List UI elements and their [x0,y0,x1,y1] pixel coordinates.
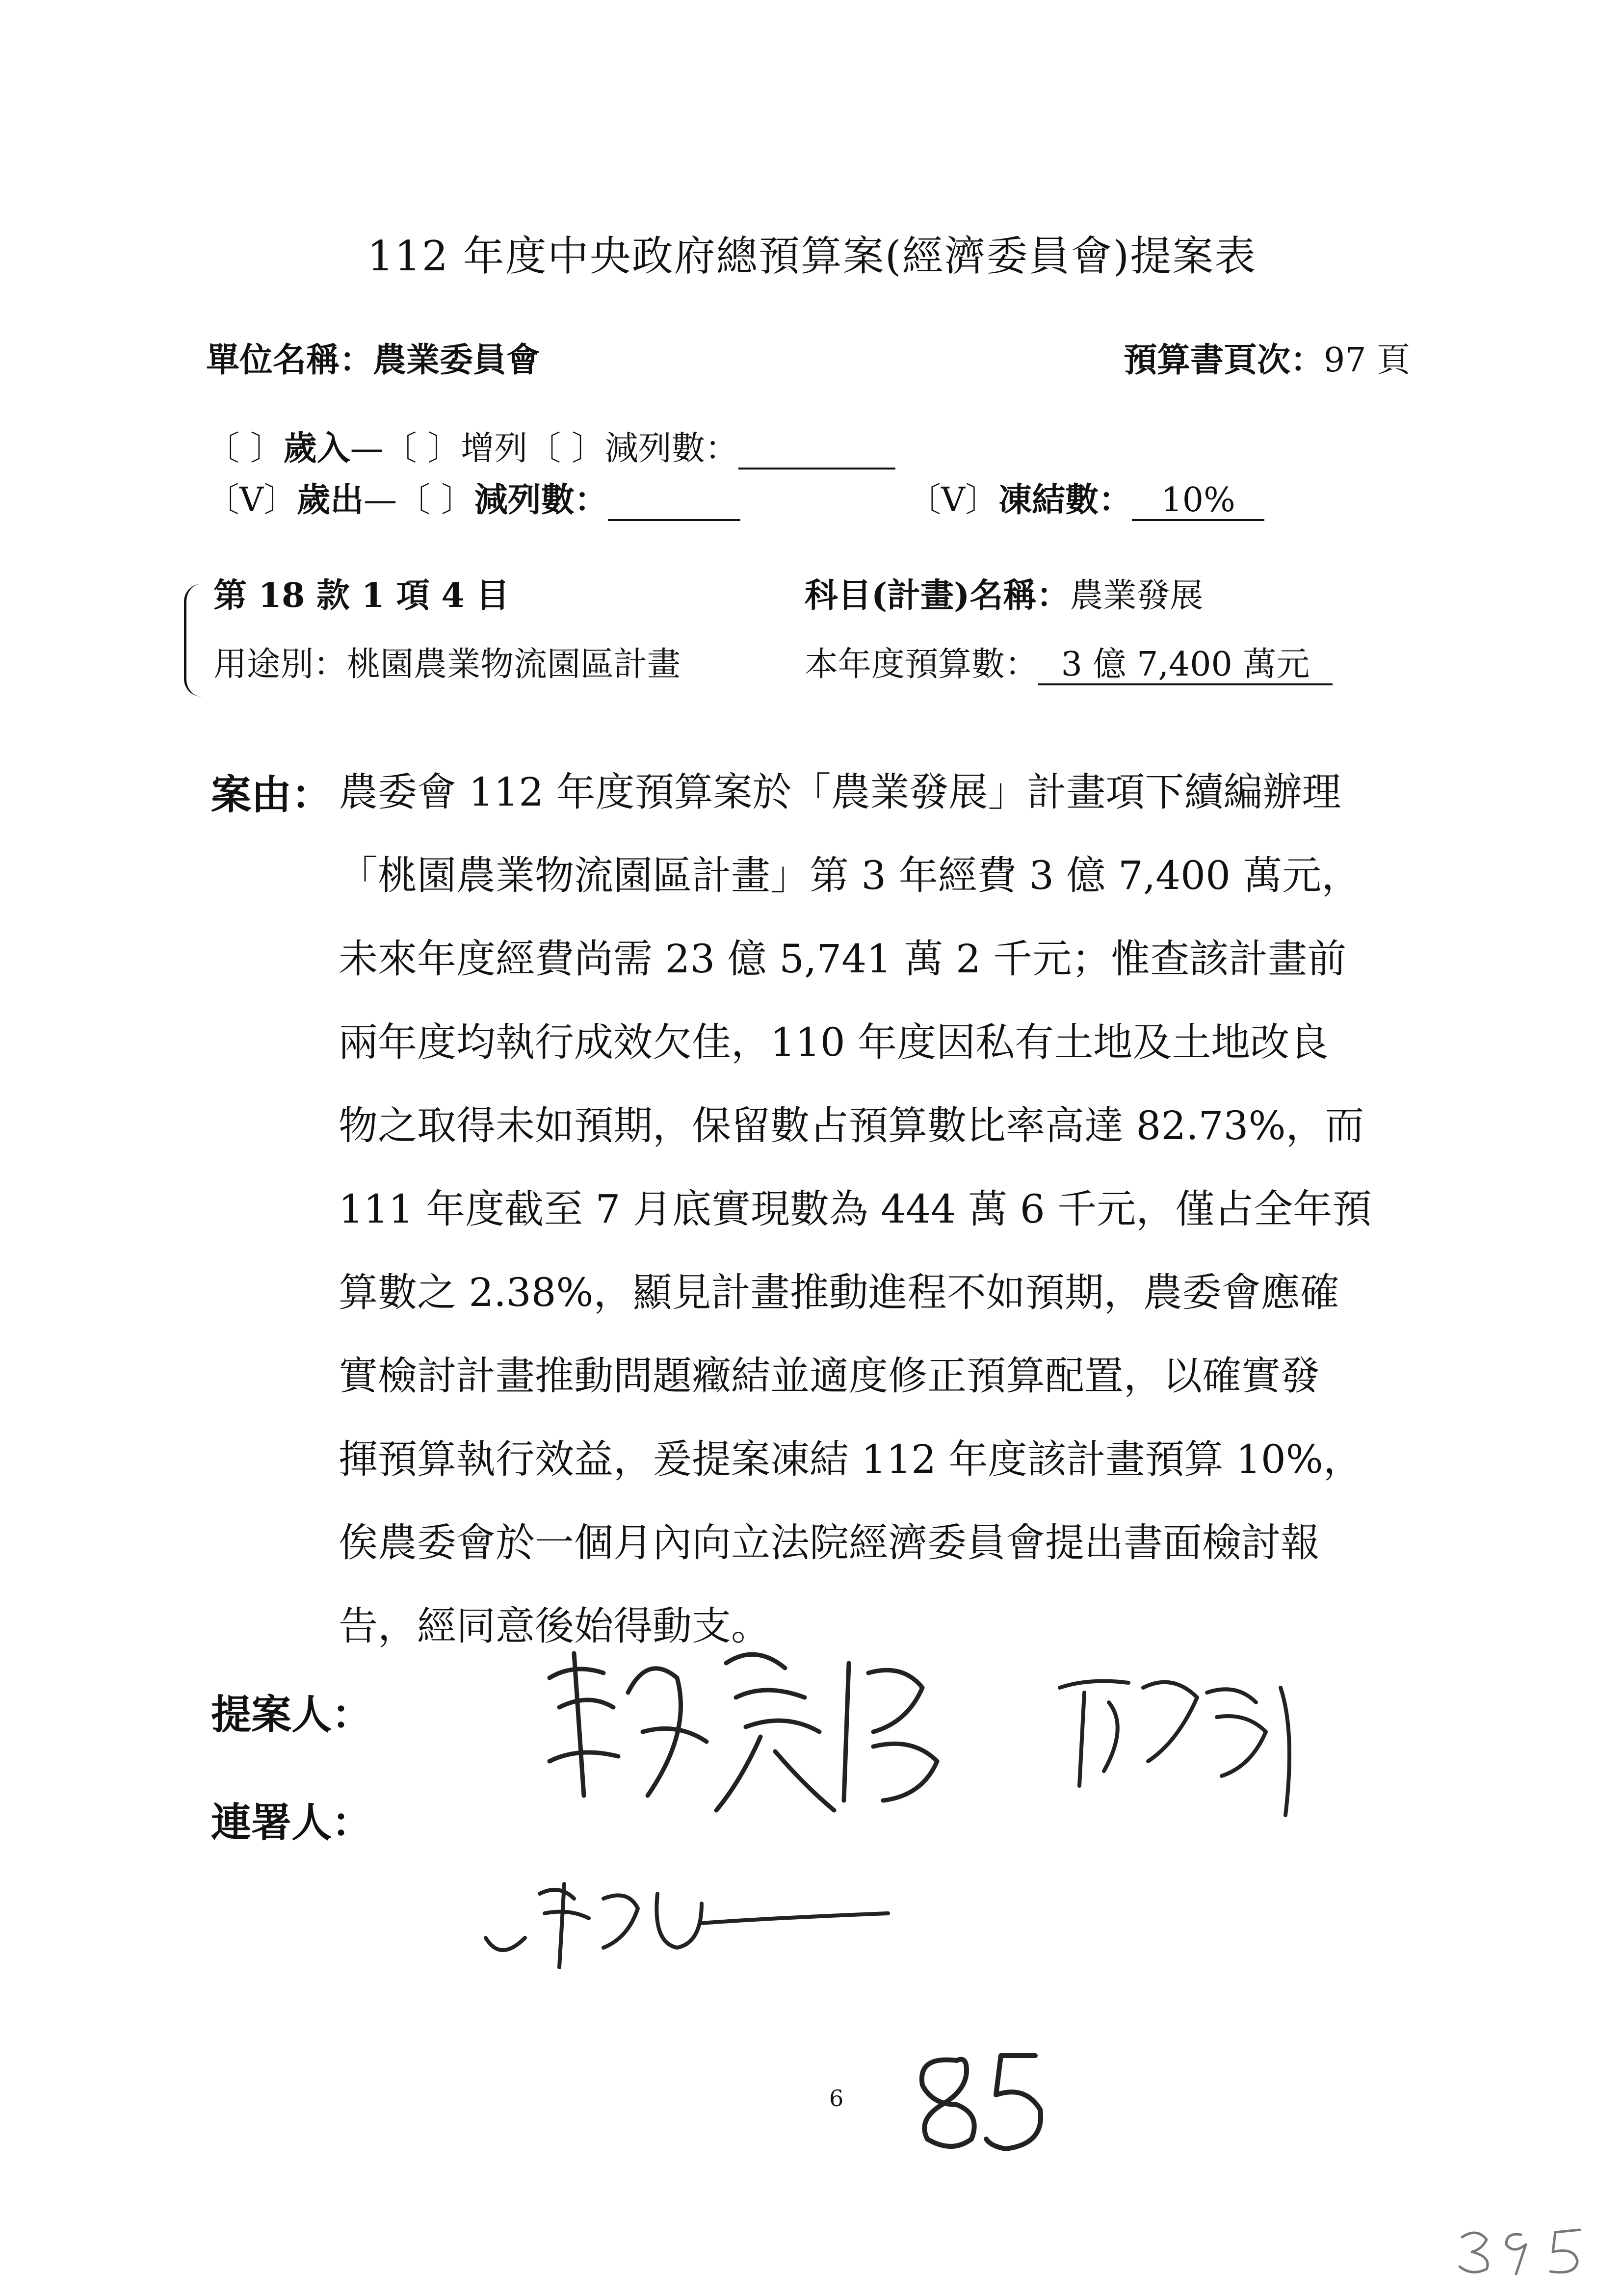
page-ref-label: 預算書頁次： [1124,340,1324,380]
usage-row [213,638,681,685]
revenue-cut-blank [738,431,895,470]
reason-line: 揮預算執行效益，爰提案凍結 112 年度該計畫預算 10%， [339,1436,1362,1482]
handwritten-number [898,2046,1060,2159]
freeze-label: 凍結數： [998,480,1132,520]
freeze-row [908,473,1264,521]
page-number: 6 [829,2085,844,2112]
dash: — [350,429,384,468]
unit-value: 農業委員會 [373,340,540,380]
cosigner-label: 連署人： [211,1799,372,1846]
reason-line: 告，經同意後始得動支。 [339,1603,770,1649]
cut-checkbox: 〔 〕 [527,429,605,468]
signature-cosigner-2 [471,1864,913,1982]
item-code [213,569,509,617]
page-ref-row [1124,334,1410,381]
reason-line: 「桃園農業物流園區計畫」第 3 年經費 3 億 7,400 萬元， [339,853,1361,898]
expenditure-checkbox: 〔V〕 [206,481,297,520]
page-ref-value: 97 頁 [1324,341,1411,380]
subject-row [805,569,1203,617]
reason-line: 兩年度均執行成效欠佳，110 年度因私有土地及土地改良 [339,1019,1329,1065]
revenue-checkbox: 〔 〕 [206,429,284,468]
reason-line: 俟農委會於一個月內向立法院經濟委員會提出書面檢討報 [339,1520,1320,1565]
add-checkbox: 〔 〕 [383,429,461,468]
page-title: 112 年度中央政府總預算案(經濟委員會)提案表 [367,232,1257,280]
revenue-row [206,422,895,470]
expenditure-cut-blank [608,482,740,521]
budget-row [805,638,1333,685]
subject-value: 農業發展 [1070,576,1204,615]
unit-label: 單位名稱： [206,340,373,380]
usage-value: 桃園農業物流園區計畫 [347,645,681,684]
reason-label: 案由： [211,771,332,818]
budget-label: 本年度預算數： [805,645,1039,684]
usage-label: 用途別： [213,645,347,684]
unit-row [206,334,540,381]
item-code-text: 第 18 款 1 項 4 目 [213,576,510,615]
signature-cosigner-1 [1050,1658,1325,1835]
reason-line: 111 年度截至 7 月底實現數為 444 萬 6 千元，僅占全年預 [339,1186,1372,1232]
freeze-checkbox: 〔V〕 [908,481,999,520]
reason-line: 未來年度經費尚需 23 億 5,741 萬 2 千元；惟查該計畫前 [339,936,1347,982]
expenditure-row [206,473,740,521]
budget-value: 3 億 7,400 萬元 [1038,647,1333,685]
dash: — [364,481,397,520]
reason-line: 物之取得未如預期，保留數占預算數比率高達 82.73%，而 [339,1103,1364,1148]
expenditure-label: 歲出 [297,480,364,520]
freeze-value: 10% [1132,482,1264,521]
cut-label: 減列數： [474,480,608,520]
add-label: 增列 [461,429,528,468]
cut-label: 減列數： [604,429,738,468]
revenue-label: 歲入 [283,429,350,468]
reason-line: 農委會 112 年度預算案於「農業發展」計畫項下續編辦理 [339,769,1341,815]
reason-line: 算數之 2.38%，顯見計畫推動進程不如預期，農委會應確 [339,1270,1339,1315]
reason-body [339,751,1371,1668]
bracket [184,584,206,697]
handwritten-corner-number [1452,2218,1599,2281]
reason-line: 實檢討計畫推動問題癥結並適度修正預算配置，以確實發 [339,1353,1320,1399]
proposer-label: 提案人： [211,1691,372,1738]
cut-checkbox: 〔 〕 [397,481,474,520]
signature-proposer [530,1634,971,1840]
subject-label: 科目(計畫)名稱： [805,576,1070,615]
